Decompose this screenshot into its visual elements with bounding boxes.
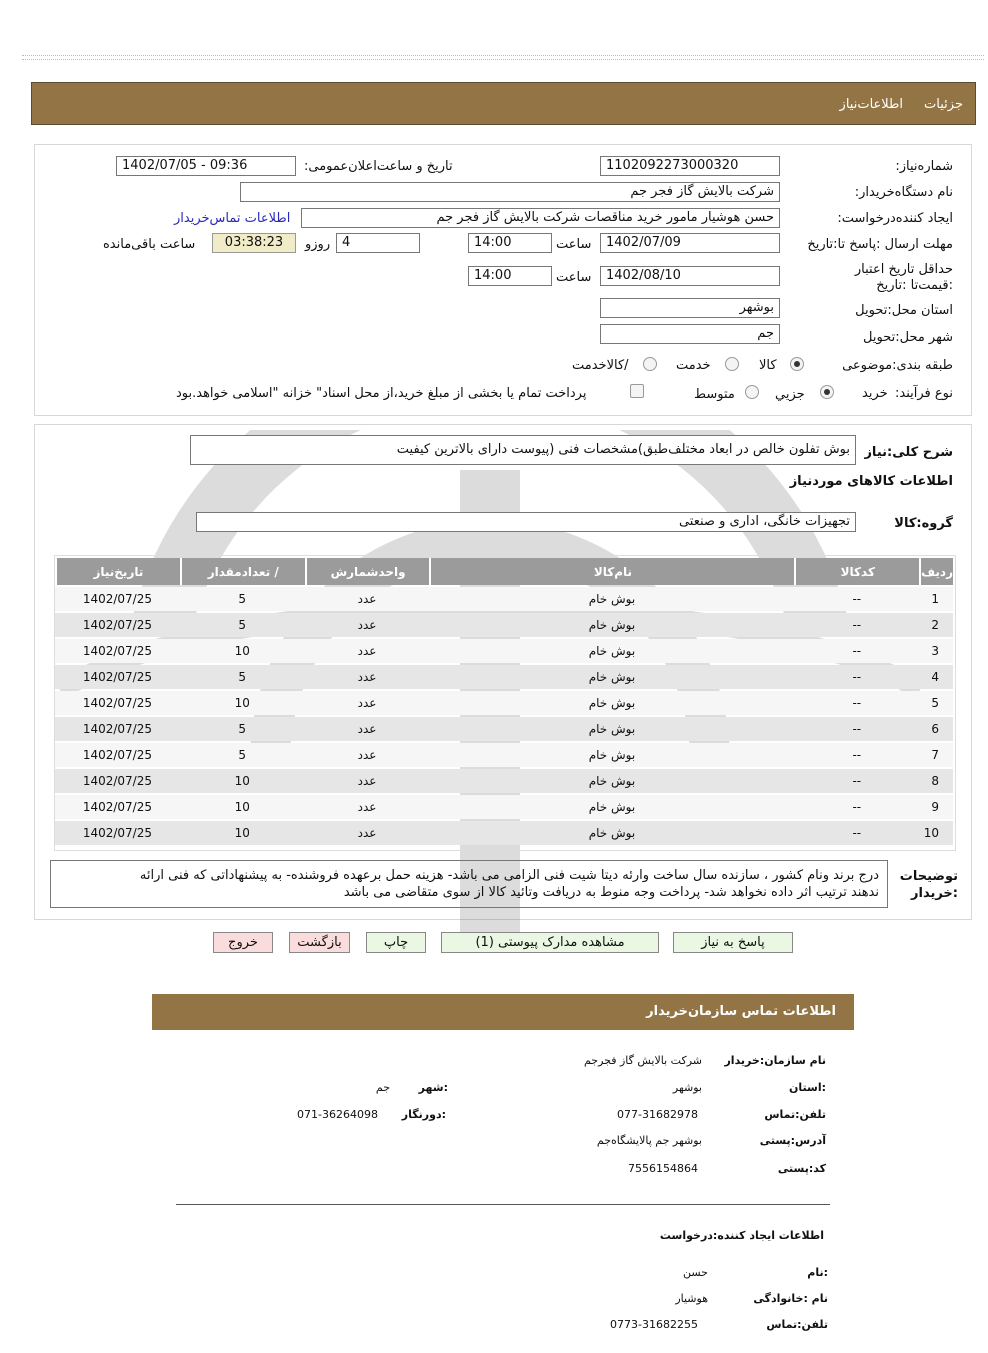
city-field: جم xyxy=(600,324,780,344)
category-goods-service-radio[interactable] xyxy=(643,357,657,371)
unit-cell: عدد xyxy=(305,639,430,663)
org-postal-label: کد:پستی xyxy=(777,1162,826,1175)
goods-name-cell: بوش خام xyxy=(429,665,794,689)
col-header-need-date: تاریخ‌نیاز xyxy=(55,558,180,585)
category-label: طبقه بندی:موضوعی xyxy=(842,358,953,373)
days-label: روزو xyxy=(305,237,331,252)
goods-code-cell: -- xyxy=(794,821,919,845)
creator-info-title: اطلاعات ایجاد کننده:درخواست xyxy=(659,1229,824,1242)
city-label: شهر محل:تحویل xyxy=(863,330,953,345)
need-number-field: 1102092273000320 xyxy=(600,156,780,176)
goods-code-cell: -- xyxy=(794,769,919,793)
quantity-cell: 10 xyxy=(180,795,305,819)
need-date-cell: 1402/07/25 xyxy=(55,665,180,689)
goods-name-cell: بوش خام xyxy=(429,821,794,845)
quantity-cell: 5 xyxy=(180,717,305,741)
org-fax-value: 071-36264098 xyxy=(297,1108,378,1121)
treasury-payment-checkbox[interactable] xyxy=(630,384,644,398)
goods-group-field: تجهیزات خانگی، اداری و صنعتی xyxy=(196,512,856,532)
unit-cell: عدد xyxy=(305,691,430,715)
category-service-radio[interactable] xyxy=(725,357,739,371)
creator-phone-value: 0773-31682255 xyxy=(610,1318,698,1331)
org-province-label: :استان xyxy=(789,1081,826,1094)
org-name-label: نام سازمان:خریدار xyxy=(724,1054,826,1067)
org-name-value: شرکت بالایش گاز فجرجم xyxy=(583,1054,702,1067)
section-divider xyxy=(176,1204,830,1205)
unit-cell: عدد xyxy=(305,717,430,741)
goods-name-cell: بوش خام xyxy=(429,743,794,767)
province-field: بوشهر xyxy=(600,298,780,318)
buyer-org-field: شرکت بالایش گاز فجر جم xyxy=(240,182,780,202)
need-date-cell: 1402/07/25 xyxy=(55,613,180,637)
creator-last-name-label: نام :خانوادگی xyxy=(753,1292,828,1305)
quantity-cell: 5 xyxy=(180,665,305,689)
table-row xyxy=(55,613,953,637)
category-goods-label: کالا xyxy=(759,358,777,373)
announce-label: تاریخ و ساعت‌اعلان‌عمومی: xyxy=(304,159,453,174)
table-row xyxy=(55,795,953,819)
deadline-label: مهلت ارسال :پاسخ تا:تاریخ xyxy=(807,237,953,252)
category-service-label: خدمت xyxy=(676,358,711,373)
goods-code-cell: -- xyxy=(794,743,919,767)
back-button[interactable]: بازگشت xyxy=(289,932,350,953)
quantity-cell: 10 xyxy=(180,769,305,793)
table-row xyxy=(55,587,953,611)
row-number-cell: 1 xyxy=(919,587,953,611)
category-goods-radio[interactable] xyxy=(790,357,804,371)
row-number-cell: 2 xyxy=(919,613,953,637)
goods-name-cell: بوش خام xyxy=(429,795,794,819)
org-city-value: جم xyxy=(375,1081,390,1094)
org-province-value: بوشهر xyxy=(672,1081,702,1094)
creator-first-name-value: حسن xyxy=(683,1266,708,1279)
row-number-cell: 4 xyxy=(919,665,953,689)
need-description-field: بوش تفلون خالص در ابعاد مختلف‌طبق)مشخصات فنی (پیوست دارای بالاترین کیفیت xyxy=(190,435,856,465)
goods-code-cell: -- xyxy=(794,587,919,611)
quantity-cell: 5 xyxy=(180,587,305,611)
row-number-cell: 10 xyxy=(919,821,953,845)
need-date-cell: 1402/07/25 xyxy=(55,743,180,767)
table-row xyxy=(55,743,953,767)
validity-time-label: ساعت xyxy=(556,270,592,285)
deadline-time-label: ساعت xyxy=(556,237,592,252)
buyer-contact-link[interactable]: اطلاعات تماس‌خریدار xyxy=(174,211,291,226)
items-table-frame xyxy=(54,555,956,851)
validity-label: حداقل تاریخ اعتبار :قیمت‌تا :تاریخ xyxy=(854,262,953,293)
unit-cell: عدد xyxy=(305,795,430,819)
purchase-minor-radio[interactable] xyxy=(820,385,834,399)
top-divider xyxy=(22,55,984,60)
need-date-cell: 1402/07/25 xyxy=(55,639,180,663)
unit-cell: عدد xyxy=(305,665,430,689)
purchase-medium-label: متوسط xyxy=(694,387,735,402)
validity-date-field: 1402/08/10 xyxy=(600,266,780,286)
creator-phone-label: تلفن:تماس xyxy=(766,1318,828,1331)
row-number-cell: 8 xyxy=(919,769,953,793)
page-header xyxy=(31,82,976,125)
creator-last-name-value: هوشیار xyxy=(675,1292,708,1305)
org-postal-value: 7556154864 xyxy=(628,1162,698,1175)
creator-first-name-label: :نام xyxy=(807,1266,828,1279)
buyer-org-contact-title: اطلاعات تماس سازمان‌خریدار xyxy=(646,1004,836,1019)
purchase-word: خرید xyxy=(862,386,888,401)
days-field: 4 xyxy=(336,233,420,253)
need-date-cell: 1402/07/25 xyxy=(55,769,180,793)
exit-button[interactable]: خروج xyxy=(213,932,273,953)
table-row xyxy=(55,717,953,741)
col-header-row: ردیف xyxy=(919,558,953,585)
goods-name-cell: بوش خام xyxy=(429,769,794,793)
org-fax-label: :دورنگار xyxy=(401,1108,446,1121)
row-number-cell: 9 xyxy=(919,795,953,819)
table-row xyxy=(55,665,953,689)
org-address-label: آدرس:پستی xyxy=(759,1134,826,1147)
goods-name-cell: بوش خام xyxy=(429,639,794,663)
need-date-cell: 1402/07/25 xyxy=(55,795,180,819)
row-number-cell: 6 xyxy=(919,717,953,741)
unit-cell: عدد xyxy=(305,743,430,767)
items-table xyxy=(55,556,953,847)
row-number-cell: 3 xyxy=(919,639,953,663)
buyer-org-contact-header xyxy=(152,994,854,1030)
quantity-cell: 5 xyxy=(180,743,305,767)
buyer-notes-line: ندهند ترتیب اثر داده نخواهد شد- پرداخت وجه منوط به دریافت وتائید کالا از سوی متقاضی می باشد xyxy=(343,885,879,900)
reply-button[interactable]: پاسخ به نیاز xyxy=(673,932,793,953)
remaining-timer: 03:38:23 xyxy=(212,233,296,253)
buyer-notes-line: درج برند ونام کشور ، سازنده سال ساخت وارئه دیتا شیت فنی الزامی می باشد- هزینه حمل برعهده فروشنده- به پیشنهاداتی که فنی ارائه xyxy=(139,868,879,883)
purchase-type-label: نوع فرآیند: xyxy=(895,386,953,401)
creator-label: ایجاد کننده‌درخواست: xyxy=(837,211,953,226)
view-attachments-button[interactable]: مشاهده مدارک پیوستی (1) xyxy=(441,932,659,953)
goods-code-cell: -- xyxy=(794,691,919,715)
unit-cell: عدد xyxy=(305,821,430,845)
purchase-medium-radio[interactable] xyxy=(745,385,759,399)
remaining-label: ساعت باقی‌مانده xyxy=(103,237,196,252)
need-date-cell: 1402/07/25 xyxy=(55,821,180,845)
table-row xyxy=(55,691,953,715)
unit-cell: عدد xyxy=(305,769,430,793)
quantity-cell: 5 xyxy=(180,613,305,637)
row-number-cell: 7 xyxy=(919,743,953,767)
validity-time-field: 14:00 xyxy=(468,266,552,286)
breadcrumb-details[interactable]: جزئیات xyxy=(924,97,963,112)
creator-field: حسن هوشیار مامور خرید مناقصات شرکت بالایش گاز فجر جم xyxy=(301,208,780,228)
goods-group-label: گروه:کالا xyxy=(894,516,953,531)
table-row xyxy=(55,639,953,663)
goods-name-cell: بوش خام xyxy=(429,613,794,637)
goods-code-cell: -- xyxy=(794,639,919,663)
need-date-cell: 1402/07/25 xyxy=(55,587,180,611)
goods-code-cell: -- xyxy=(794,613,919,637)
need-number-label: شماره‌نیاز: xyxy=(895,159,953,174)
table-row xyxy=(55,821,953,845)
row-number-cell: 5 xyxy=(919,691,953,715)
buyer-notes-label: توضیحات :خریدار xyxy=(899,869,958,901)
goods-name-cell: بوش خام xyxy=(429,691,794,715)
treasury-payment-note: پرداخت تمام یا بخشی از مبلغ خرید،از محل اسناد" خزانه "اسلامی خواهد.بود xyxy=(176,386,587,401)
goods-name-cell: بوش خام xyxy=(429,717,794,741)
deadline-time-field: 14:00 xyxy=(468,233,552,253)
goods-code-cell: -- xyxy=(794,717,919,741)
unit-cell: عدد xyxy=(305,613,430,637)
category-goods-service-label: /کالاخدمت xyxy=(572,358,629,373)
table-row xyxy=(55,769,953,793)
announce-field: 1402/07/05 - 09:36 xyxy=(116,156,296,176)
buyer-notes-field xyxy=(50,860,888,908)
quantity-cell: 10 xyxy=(180,821,305,845)
col-header-name: نام‌کالا xyxy=(429,558,794,585)
need-date-cell: 1402/07/25 xyxy=(55,691,180,715)
breadcrumb-need-info[interactable]: اطلاعات‌نیاز xyxy=(839,97,903,112)
org-city-label: :شهر xyxy=(418,1081,448,1094)
org-phone-value: 077-31682978 xyxy=(617,1108,698,1121)
deadline-date-field: 1402/07/09 xyxy=(600,233,780,253)
province-label: استان محل:تحویل xyxy=(855,303,953,318)
items-table-header xyxy=(55,558,953,585)
need-description-label: شرح کلی:نیاز xyxy=(864,445,953,460)
print-button[interactable]: چاپ xyxy=(366,932,426,953)
org-phone-label: تلفن:تماس xyxy=(764,1108,826,1121)
unit-cell: عدد xyxy=(305,587,430,611)
goods-code-cell: -- xyxy=(794,795,919,819)
quantity-cell: 10 xyxy=(180,691,305,715)
org-address-value: بوشهر جم پالایشگاه‌جم xyxy=(596,1134,702,1147)
items-section-title: اطلاعات کالاهای موردنیاز xyxy=(789,474,953,489)
goods-code-cell: -- xyxy=(794,665,919,689)
buyer-org-label: نام دستگاه‌خریدار: xyxy=(854,185,953,200)
quantity-cell: 10 xyxy=(180,639,305,663)
need-date-cell: 1402/07/25 xyxy=(55,717,180,741)
goods-name-cell: بوش خام xyxy=(429,587,794,611)
purchase-minor-label: جزیي xyxy=(775,387,805,402)
col-header-code: کدکالا xyxy=(794,558,919,585)
col-header-quantity: / تعدادمقدار xyxy=(180,558,305,585)
col-header-unit: واحدشمارش xyxy=(305,558,430,585)
